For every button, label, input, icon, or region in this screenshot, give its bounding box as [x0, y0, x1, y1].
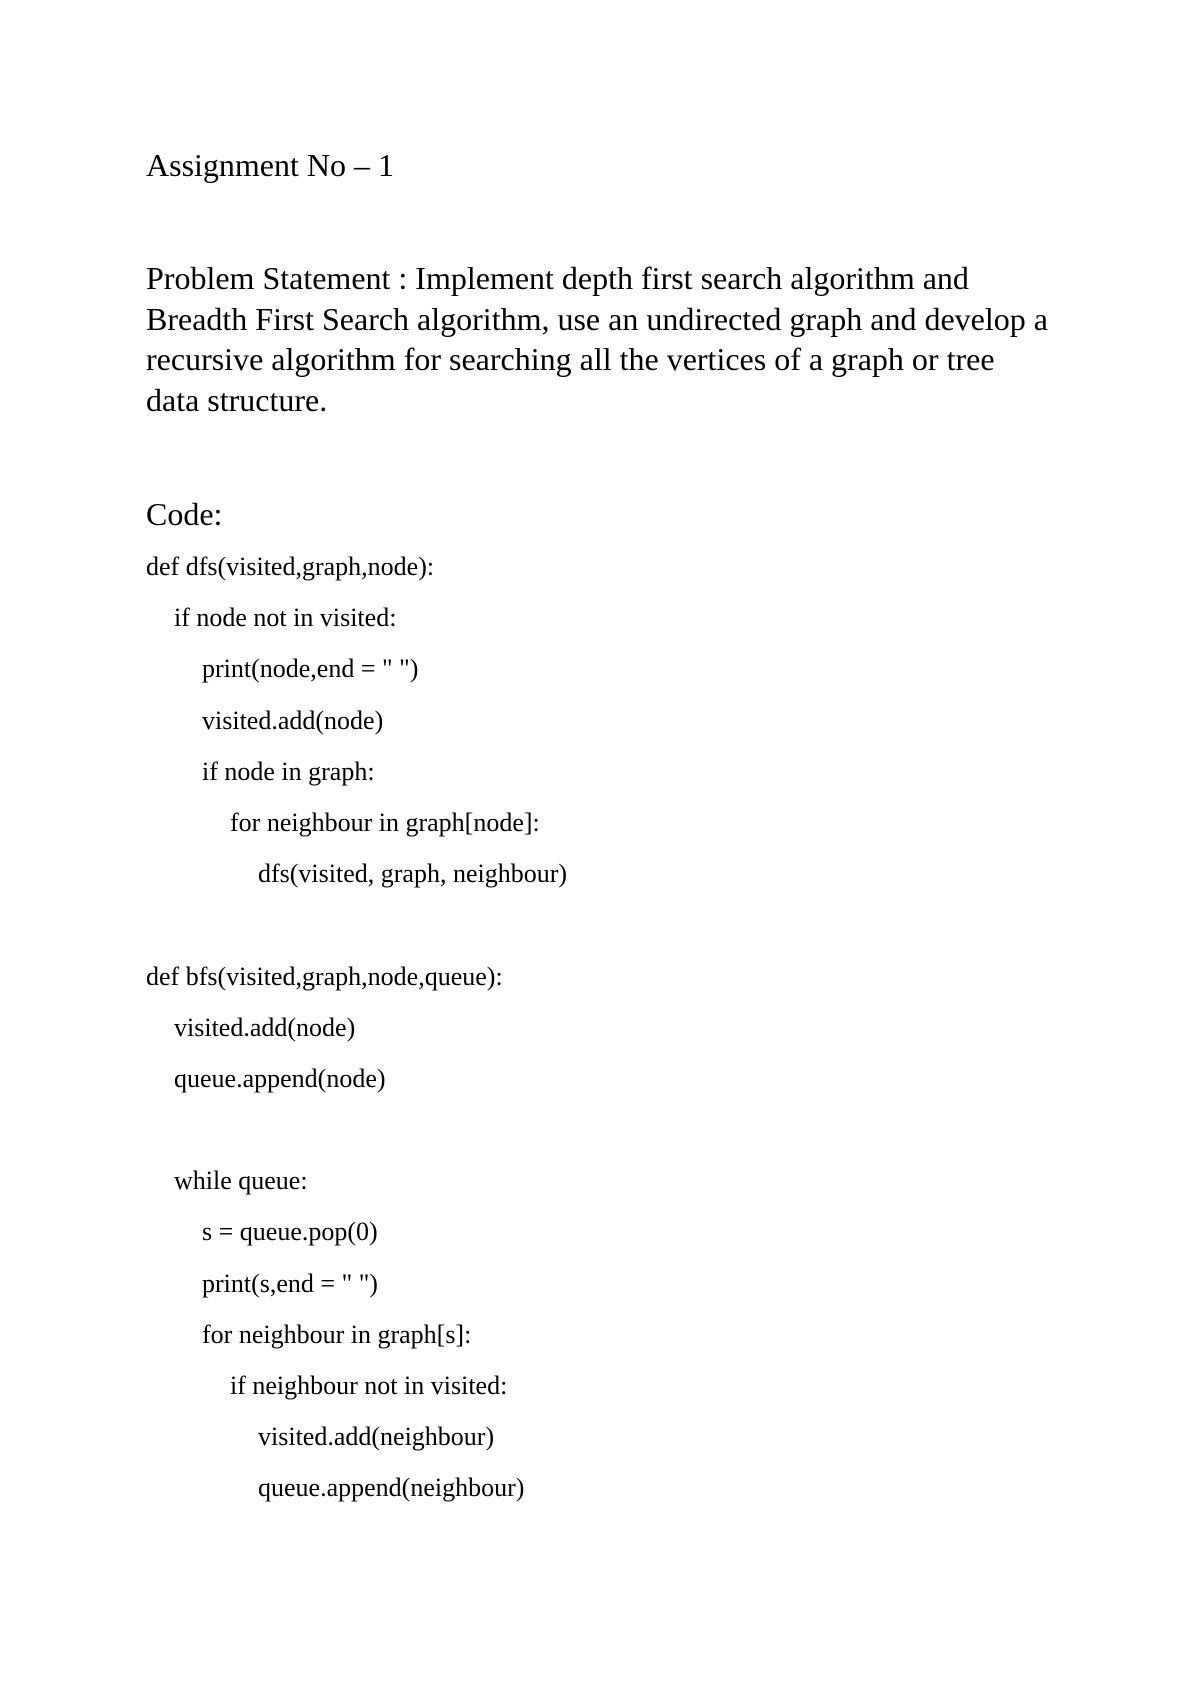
- problem-statement-line: Breadth First Search algorithm, use an undirected graph and develop a: [146, 300, 1048, 337]
- code-line: dfs(visited, graph, neighbour): [258, 859, 568, 889]
- code-line: if node in graph:: [202, 756, 375, 786]
- code-line: visited.add(node): [202, 705, 384, 735]
- code-line: for neighbour in graph[node]:: [230, 807, 540, 837]
- problem-statement: [146, 258, 1086, 420]
- code-line: queue.append(node): [174, 1063, 386, 1093]
- code-line: queue.append(neighbour): [258, 1473, 525, 1503]
- problem-statement-line: data structure.: [146, 381, 328, 418]
- code-label: Code:: [146, 496, 223, 532]
- code-line: visited.add(node): [174, 1012, 356, 1042]
- code-line: def bfs(visited,graph,node,queue):: [146, 961, 503, 991]
- code-line: visited.add(neighbour): [258, 1422, 495, 1452]
- code-line: if node not in visited:: [174, 603, 397, 633]
- code-block: [146, 547, 567, 1520]
- code-line: def dfs(visited,graph,node):: [146, 552, 435, 581]
- code-blank-line: [146, 905, 567, 956]
- code-line: print(s,end = " "): [202, 1268, 378, 1298]
- code-line: print(node,end = " "): [202, 654, 419, 684]
- code-line: while queue:: [174, 1166, 308, 1196]
- assignment-heading: Assignment No – 1: [146, 147, 394, 183]
- code-line: if neighbour not in visited:: [230, 1371, 508, 1400]
- code-line: s = queue.pop(0): [202, 1217, 378, 1247]
- code-blank-line: [146, 1110, 567, 1161]
- code-line: for neighbour in graph[s]:: [202, 1319, 472, 1349]
- problem-statement-line: recursive algorithm for searching all the vertices of a graph or tree: [146, 341, 995, 377]
- problem-statement-line: Problem Statement : Implement depth first search algorithm and: [146, 260, 969, 296]
